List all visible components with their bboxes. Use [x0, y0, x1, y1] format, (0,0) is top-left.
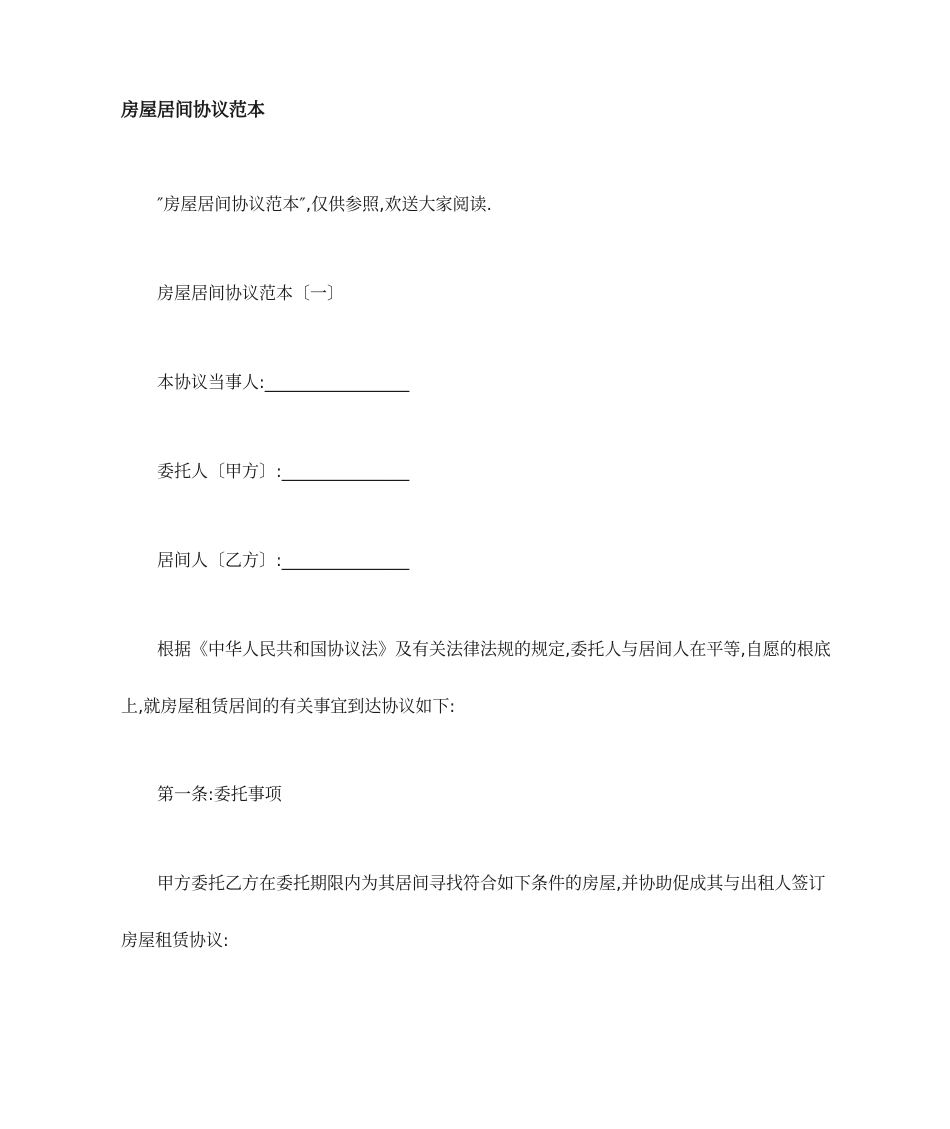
- document-title: 房屋居间协议范本: [121, 100, 265, 121]
- section-heading: 房屋居间协议范本〔一〕: [157, 284, 344, 304]
- basis-paragraph: 根据《中华人民共和国协议法》及有关法律法规的规定,委托人与居间人在平等,自愿的根底上,就房屋租赁居间的有关事宜到达协议如下:: [121, 640, 831, 717]
- party-line: 本协议当事人:_________________: [157, 373, 410, 393]
- intro-text: ″房屋居间协议范本″,仅供参照,欢送大家阅读.: [157, 195, 492, 215]
- article-one-body: 甲方委托乙方在委托期限内为其居间寻找符合如下条件的房屋,并协助促成其与出租人签订房屋租赁协议:: [121, 874, 826, 951]
- article-one-heading: 第一条:委托事项: [157, 785, 282, 805]
- client-line: 委托人〔甲方〕:_______________: [157, 462, 410, 482]
- agent-line: 居间人〔乙方〕:_______________: [157, 551, 410, 571]
